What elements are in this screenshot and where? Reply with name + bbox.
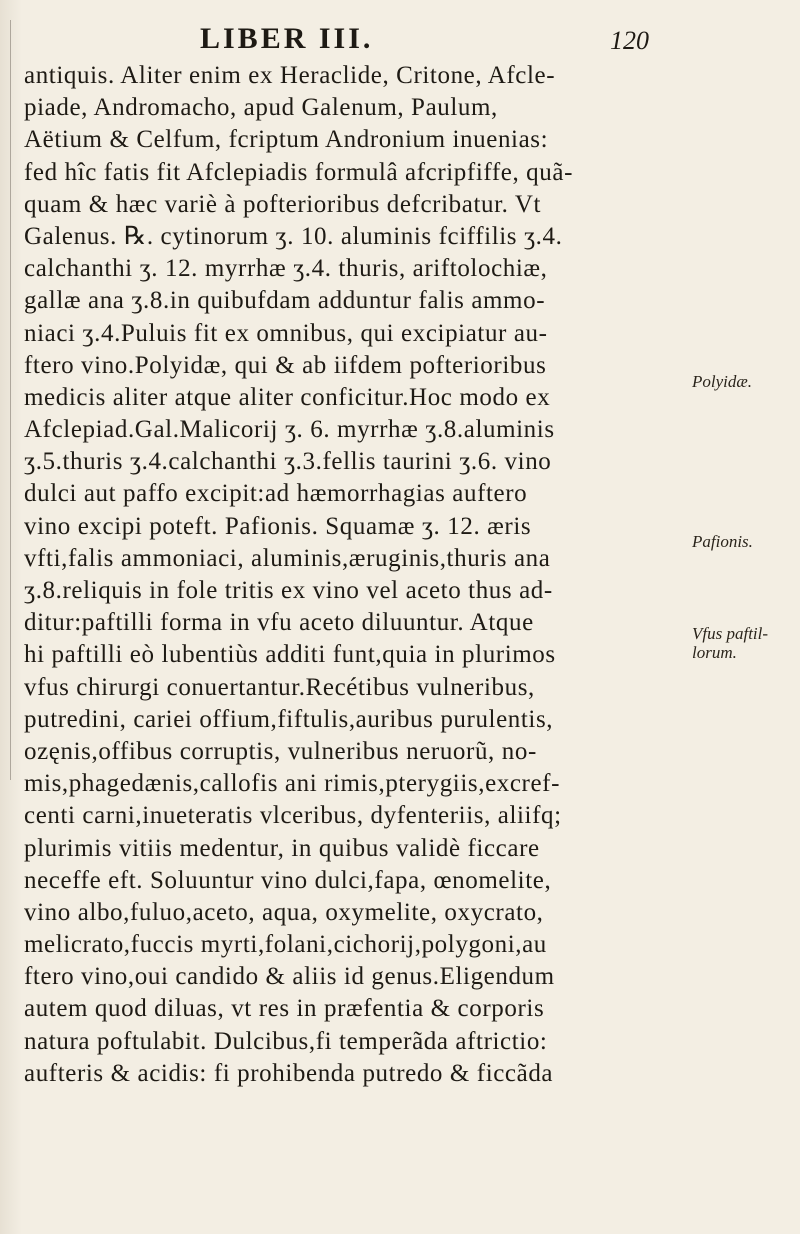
body-text <box>24 60 664 1090</box>
text-line: vfus chirurgi conuertantur.Recétibus vulneribus, <box>24 673 535 701</box>
text-line: melicrato,fuccis myrti,folani,cichorij,polygoni,au <box>24 931 547 959</box>
text-line: natura poftulabit. Dulcibus,fi temperãda aftrictio: <box>24 1027 548 1055</box>
text-line: Galenus. ℞. cytinorum ʒ. 10. aluminis fciffilis ʒ.4. <box>24 222 563 250</box>
text-line: mis,phagedænis,callofis ani rimis,pterygiis,excref- <box>24 770 561 798</box>
margin-note-usus-line: lorum. <box>692 643 737 662</box>
text-line: aufteris & acidis: fi prohibenda putredo & ficcãda <box>24 1059 554 1087</box>
text-line: neceffe eft. Soluuntur vino dulci,fapa, œnomelite, <box>24 866 552 894</box>
text-line: calchanthi ʒ. 12. myrrhæ ʒ.4. thuris, ariftolochiæ, <box>24 255 548 283</box>
text-line: antiquis. Aliter enim ex Heraclide, Critone, Afcle- <box>24 62 556 89</box>
text-line: ʒ.5.thuris ʒ.4.calchanthi ʒ.3.fellis taurini ʒ.6. vino <box>24 448 552 476</box>
text-line: putredini, cariei offium,fiftulis,auribus purulentis, <box>24 705 554 733</box>
text-line: vfti,falis ammoniaci, aluminis,æruginis,thuris ana <box>24 544 551 572</box>
text-line: plurimis vitiis medentur, in quibus validè ficcare <box>24 834 540 862</box>
page-number: 120 <box>610 26 649 55</box>
margin-note-usus-line: Vfus paftil- <box>692 624 769 643</box>
margin-note-usus <box>692 624 768 662</box>
running-head: LIBER III. <box>200 22 374 55</box>
text-line: piade, Andromacho, apud Galenum, Paulum, <box>24 94 498 122</box>
text-line: ʒ.8.reliquis in fole tritis ex vino vel aceto thus ad- <box>24 577 553 604</box>
text-line: dulci aut paffo excipit:ad hæmorrhagias auftero <box>24 480 528 508</box>
text-line: medicis aliter atque aliter conficitur.Hoc modo ex <box>24 383 551 411</box>
text-line: autem quod diluas, vt res in præfentia & corporis <box>24 995 545 1023</box>
text-line: vino albo,fuluo,aceto, aqua, oxymelite, oxycrato, <box>24 898 544 926</box>
text-line: centi carni,inueteratis vlceribus, dyfenteriis, aliifq; <box>24 802 562 830</box>
text-line: hi paftilli eò lubentiùs additi funt,quia in plurimos <box>24 641 556 669</box>
text-line: ozęnis,offibus corruptis, vulneribus neruorũ, no- <box>24 737 537 765</box>
page-header <box>0 18 800 58</box>
text-line: Aëtium & Celfum, fcriptum Andronium inuenias: <box>24 126 549 154</box>
text-line: ftero vino.Polyidæ, qui & ab iifdem pofterioribus <box>24 351 547 379</box>
text-line: gallæ ana ʒ.8.in quibufdam adduntur falis ammo- <box>24 287 546 315</box>
text-line: Afclepiad.Gal.Malicorij ʒ. 6. myrrhæ ʒ.8.aluminis <box>24 416 555 444</box>
text-line: fed hîc fatis fit Afclepiadis formulâ afcripfiffe, quã- <box>24 158 573 186</box>
text-line: vino excipi poteft. Pafionis. Squamæ ʒ. 12. æris <box>24 512 532 540</box>
text-line: quam & hæc variè à pofterioribus defcribatur. Vt <box>24 190 542 218</box>
margin-note-polyidae: Polyidæ. <box>692 372 752 391</box>
text-line: ditur:paftilli forma in vfu aceto diluuntur. Atque <box>24 609 534 637</box>
binding-gutter <box>10 20 11 780</box>
margin-note-pasionis: Pafionis. <box>692 532 753 551</box>
text-line: ftero vino,oui candido & aliis id genus.Eligendum <box>24 963 555 991</box>
text-line: niaci ʒ.4.Puluis fit ex omnibus, qui excipiatur au- <box>24 319 548 347</box>
